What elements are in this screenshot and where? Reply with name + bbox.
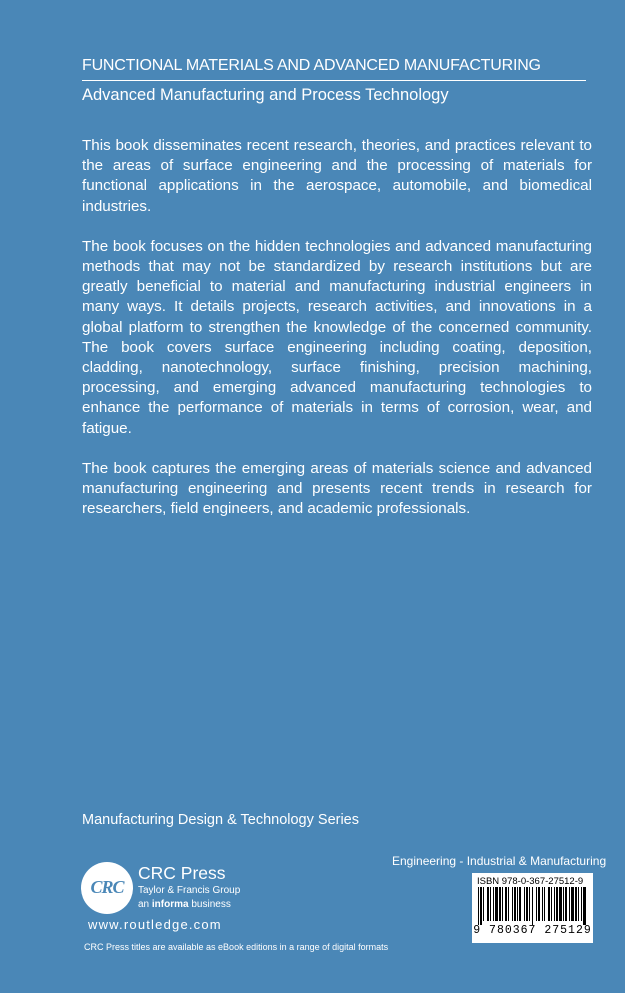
- publisher-name: CRC Press: [138, 863, 226, 883]
- barcode-bar: [524, 887, 525, 921]
- barcode-bar: [493, 887, 494, 921]
- informa-brand: informa: [151, 899, 189, 910]
- informa-line: [138, 899, 231, 911]
- blurb-paragraph: The book captures the emerging areas of materials science and advanced manufacturing engineering and presents recent trends in research for researchers, field engineers, and academic professionals.: [82, 459, 592, 518]
- barcode-bar: [548, 887, 550, 921]
- series-name: Manufacturing Design & Technology Series: [82, 812, 360, 828]
- barcode-bar: [487, 887, 489, 921]
- title-divider: [82, 80, 586, 81]
- ebook-note: CRC Press titles are available as eBook editions in a range of digital formats: [84, 942, 389, 952]
- blurb: [82, 136, 592, 539]
- barcode-bar: [478, 887, 479, 925]
- book-subtitle: Advanced Manufacturing and Process Technology: [82, 86, 449, 104]
- blurb-paragraph: This book disseminates recent research, theories, and practices relevant to the areas of surface engineering and the processing of materials for functional applications in the aerospace, automobile, and biomedical industries.: [82, 137, 592, 215]
- crc-logo: [81, 862, 133, 914]
- subject-category: Engineering - Industrial & Manufacturing: [392, 854, 607, 868]
- barcode-bar: [532, 887, 533, 925]
- barcode-bar: [559, 887, 562, 921]
- barcode-bars: [476, 887, 589, 925]
- barcode-bar: [542, 887, 543, 921]
- barcode-bar: [565, 887, 567, 921]
- barcode-bar: [529, 887, 530, 921]
- barcode-digits: 9 780367 275129: [473, 924, 592, 937]
- barcode-box: [472, 873, 593, 943]
- barcode-bar: [514, 887, 516, 921]
- barcode-bar: [551, 887, 552, 921]
- barcode-bar: [569, 887, 570, 921]
- blurb-paragraph: The book focuses on the hidden technologies and advanced manufacturing methods that may not be standardized by research institutions but are greatly beneficial to material and manufacturing industrial engineers in many ways. It details projects, research activities, and innovations in a global platform to strengthen the knowledge of the concerned community. The book covers surface engineering including coating, deposition, cladding, nanotechnology, surface finishing, precision machining, processing, and emerging advanced manufacturing technologies to enhance the performance of materials in terms of corrosion, wear, and fatigue.: [82, 237, 592, 437]
- barcode-bar: [571, 887, 574, 921]
- barcode-bar: [563, 887, 564, 921]
- barcode-bar: [536, 887, 537, 921]
- barcode-bar: [517, 887, 518, 921]
- barcode-bar: [583, 887, 586, 925]
- barcode-bar: [526, 887, 528, 921]
- barcode-bar: [505, 887, 507, 921]
- barcode-bar: [554, 887, 555, 921]
- isbn-text: ISBN 978-0-367-27512-9: [477, 876, 584, 887]
- barcode-bar: [581, 887, 582, 921]
- barcode-bar: [512, 887, 513, 921]
- barcode-bar: [578, 887, 579, 921]
- barcode-bar: [495, 887, 498, 921]
- barcode-bar: [483, 887, 484, 921]
- crc-logo-text: CRC: [90, 877, 124, 897]
- barcode-bar: [556, 887, 558, 921]
- barcode-bar: [502, 887, 503, 921]
- publisher-group: Taylor & Francis Group: [138, 885, 241, 896]
- website-link[interactable]: www.routledge.com: [88, 917, 222, 932]
- informa-suffix: business: [188, 899, 231, 910]
- barcode-bar: [538, 887, 540, 921]
- barcode-bar: [499, 887, 501, 921]
- barcode-bar: [508, 887, 509, 921]
- barcode-bar: [575, 887, 577, 921]
- informa-prefix: an: [138, 899, 152, 910]
- barcode-bar: [480, 887, 482, 925]
- series-title: FUNCTIONAL MATERIALS AND ADVANCED MANUFACTURING: [82, 57, 541, 74]
- barcode-bar: [519, 887, 521, 921]
- barcode-bar: [544, 887, 545, 921]
- barcode-bar: [490, 887, 491, 921]
